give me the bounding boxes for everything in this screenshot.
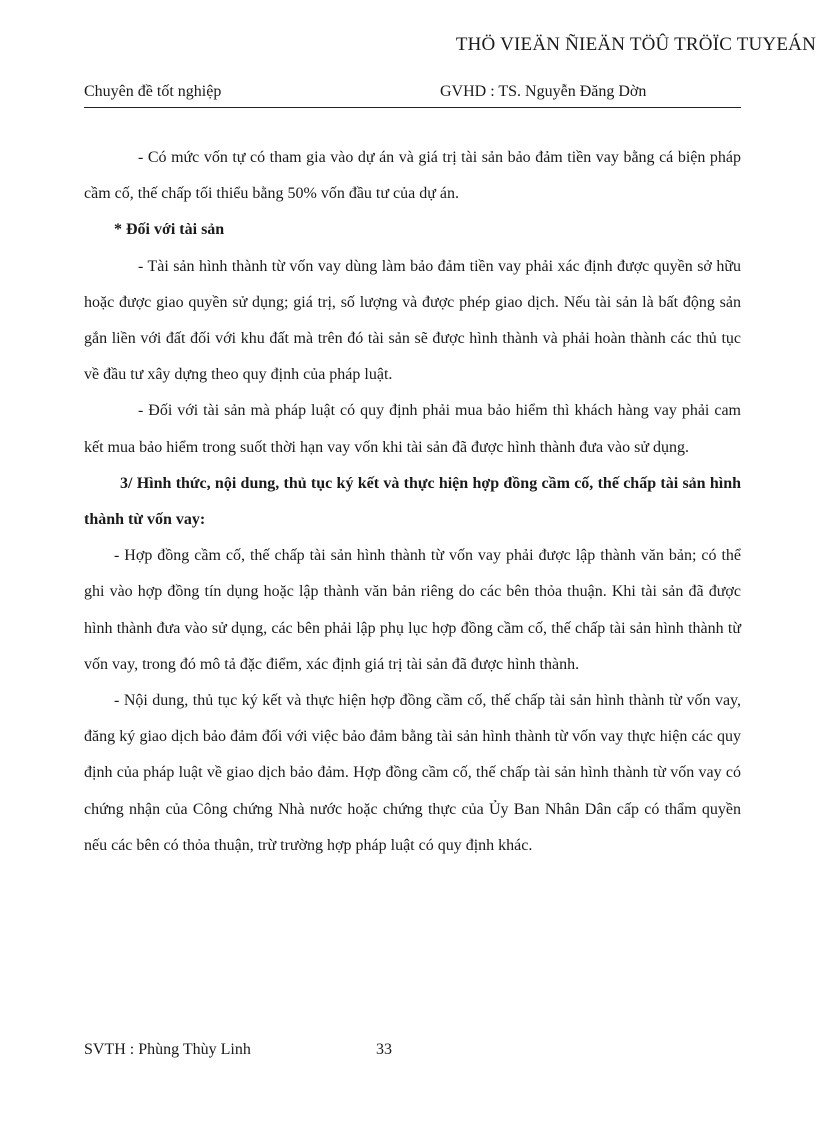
paragraph-insurance: - Đối với tài sản mà pháp luật có quy định phải mua bảo hiểm thì khách hàng vay phải cam kết mua bảo hiểm trong suốt thời hạn vay vốn khi tài sản đã được hình thành đưa vào sử dụng.	[84, 402, 741, 456]
advisor-name: GVHD : TS. Nguyễn Đăng Dờn	[440, 83, 647, 100]
section-heading-contract: 3/ Hình thức, nội dung, thủ tục ký kết và thực hiện hợp đồng cầm cố, thế chấp tài sản hình thành từ vốn vay:	[84, 474, 741, 529]
page-header	[84, 83, 741, 108]
paragraph-contract-content: - Nội dung, thủ tục ký kết và thực hiện hợp đồng cầm cố, thế chấp tài sản hình thành từ vốn vay, đăng ký giao dịch bảo đảm đối với việc bảo đảm bằng tài sản hình thành từ vốn vay thực hiện các quy định của pháp luật về giao dịch bảo đảm. Hợp đồng cầm cố, thế chấp tài sản hình thành từ vốn vay có chứng nhận của Công chứng Nhà nước hoặc chứng thực của Ủy Ban Nhân Dân cấp có thẩm quyền nếu các bên có thỏa thuận, trừ trường hợp pháp luật có quy định khác.	[84, 692, 741, 854]
section-heading-assets: * Đối với tài sản	[114, 221, 225, 239]
library-watermark: THÖ VIEÄN ÑIEÄN TÖÛ TRÖÏC TUYEÁN	[455, 34, 816, 55]
paragraph-capital-requirement: - Có mức vốn tự có tham gia vào dự án và giá trị tài sản bảo đảm tiền vay bằng cá biện pháp cầm cố, thế chấp tối thiểu bằng 50% vốn đầu tư của dự án.	[84, 149, 741, 203]
page-body	[84, 140, 741, 864]
paragraph-contract-form: - Hợp đồng cầm cố, thế chấp tài sản hình thành từ vốn vay phải được lập thành văn bản; có thể ghi vào hợp đồng tín dụng hoặc lập thành văn bản riêng do các bên thỏa thuận. Khi tài sản đã được hình thành đưa vào sử dụng, các bên phải lập phụ lục hợp đồng cầm cố, thế chấp tài sản hình thành từ vốn vay, trong đó mô tả đặc điểm, xác định giá trị tài sản đã được hình thành.	[84, 547, 741, 673]
thesis-title: Chuyên đề tốt nghiệp	[84, 83, 222, 100]
paragraph-asset-ownership: - Tài sản hình thành từ vốn vay dùng làm bảo đảm tiền vay phải xác định được quyền sở hữu hoặc được giao quyền sử dụng; giá trị, số lượng và được phép giao dịch. Nếu tài sản là bất động sản gắn liền với đất đối với khu đất mà trên đó tài sản sẽ được hình thành và phải hoàn thành các thủ tục về đầu tư xây dựng theo quy định của pháp luật.	[84, 257, 741, 384]
student-name: SVTH : Phùng Thùy Linh	[84, 1041, 251, 1058]
page-number: 33	[376, 1041, 392, 1058]
